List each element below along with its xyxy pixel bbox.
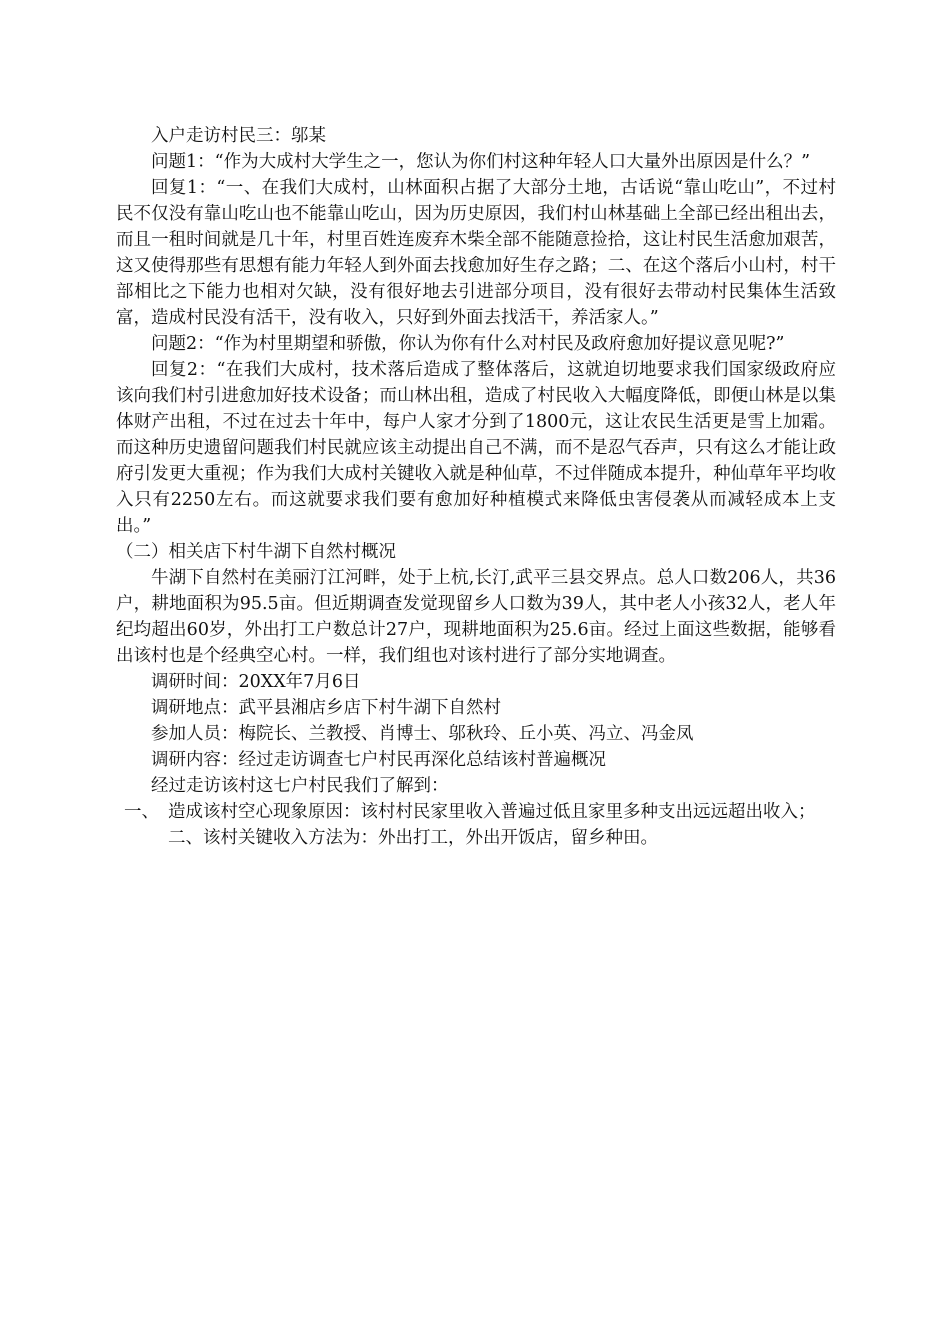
list-item	[116, 799, 836, 851]
list-number: 一、	[124, 802, 159, 822]
question-1: 问题1：“作为大成村大学生之一，您认为你们村这种年轻人口大量外出原因是什么？”	[151, 152, 811, 172]
village-overview: 牛湖下自然村在美丽汀江河畔，处于上杭,长汀,武平三县交界点。总人口数206人，共36户，耕地面积为95.5亩。但近期调查发觉现留乡人口数为39人，其中老人小孩32人，老人年纪均超出60岁，外出打工户数总计27户，现耕地面积为25.6亩。经过上面这些数据，能够看出该村也是个经典空心村。一样，我们组也对该村进行了部分实地调查。	[116, 568, 836, 666]
survey-content: 调研内容：经过走访调查七户村民再深化总结该村普遍概况	[151, 750, 606, 770]
interview-heading: 入户走访村民三：邬某	[151, 126, 326, 146]
survey-location: 调研地点：武平县湘店乡店下村牛湖下自然村	[151, 698, 501, 718]
survey-participants: 参加人员：梅院长、兰教授、肖博士、邬秋玲、丘小英、冯立、冯金凤	[151, 724, 694, 744]
survey-findings-intro: 经过走访该村这七户村民我们了解到：	[151, 776, 449, 796]
section-heading: （二）相关店下村牛湖下自然村概况	[116, 542, 396, 562]
question-2: 问题2：“作为村里期望和骄傲，你认为你有什么对村民及政府愈加好提议意见呢?”	[151, 334, 785, 354]
answer-1: 回复1：“一、在我们大成村，山林面积占据了大部分土地，古话说“靠山吃山”，不过村民不仅没有靠山吃山也不能靠山吃山，因为历史原因，我们村山林基础上全部已经出租出去，而且一租时间就是几十年，村里百姓连废弃木柴全部不能随意捡拾，这让村民生活愈加艰苦，这又使得那些有思想有能力年轻人到外面去找愈加好生存之路；二、在这个落后小山村，村干部相比之下能力也相对欠缺，没有很好地去引进部分项目，没有很好去带动村民集体生活致富，造成村民没有活干，没有收入，只好到外面去找活干，养活家人。”	[116, 178, 836, 328]
document-page	[116, 123, 836, 851]
list-text: 造成该村空心现象原因：该村村民家里收入普遍过低且家里多种支出远远超出收入；二、该村关键收入方法为：外出打工，外出开饭店，留乡种田。	[168, 802, 816, 848]
answer-2: 回复2：“在我们大成村，技术落后造成了整体落后，这就迫切地要求我们国家级政府应该向我们村引进愈加好技术设备；而山林出租，造成了村民收入大幅度降低，即便山林是以集体财产出租，不过在过去十年中，每户人家才分到了1800元，这让农民生活更是雪上加霜。而这种历史遗留问题我们村民就应该主动提出自己不满，而不是忍气吞声，只有这么才能让政府引发更大重视；作为我们大成村关键收入就是种仙草，不过伴随成本提升，种仙草年平均收入只有2250左右。而这就要求我们要有愈加好种植模式来降低虫害侵袭从而减轻成本上支出。”	[116, 360, 836, 536]
survey-time: 调研时间：20XX年7月6日	[151, 672, 361, 692]
